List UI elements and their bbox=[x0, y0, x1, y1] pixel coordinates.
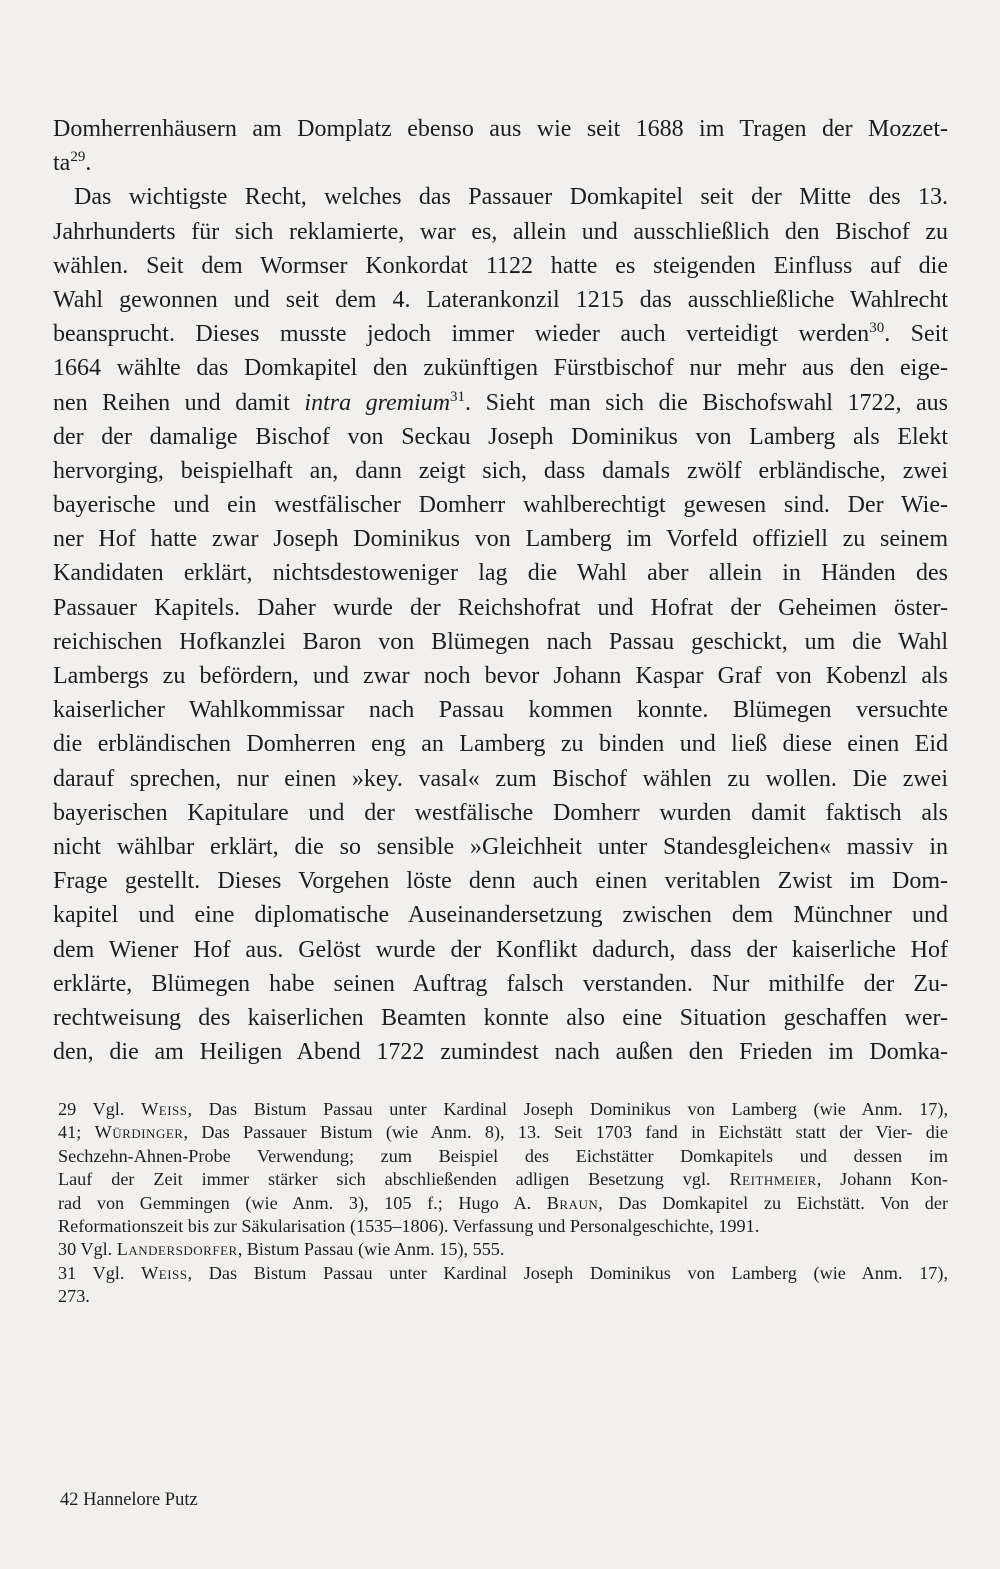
author-name: Weiss bbox=[141, 1099, 188, 1119]
text-line: ner Hof hatte zwar Joseph Dominikus von Lamberg im Vorfeld offiziell zu seinem bbox=[53, 526, 948, 553]
text-span: 41; bbox=[58, 1122, 95, 1143]
text-line: Jahrhunderts für sich reklamierte, war es, allein und ausschließlich den Bischof zu bbox=[53, 218, 948, 245]
footnote-31 bbox=[58, 1262, 948, 1285]
text-line: reichischen Hofkanzlei Baron von Blümegen nach Passau geschickt, um die Wahl bbox=[53, 628, 948, 655]
footnote-line: Reformationszeit bis zur Säkularisation (1535–1806). Verfassung und Personalgeschichte, 1991. bbox=[58, 1215, 760, 1236]
text-span: ta bbox=[53, 150, 71, 177]
text-line: kaiserlicher Wahlkommissar nach Passau kommen konnte. Blümegen versuchte bbox=[53, 697, 948, 724]
author-name: Landersdorfer bbox=[116, 1239, 238, 1260]
text-line: erklärte, Blümegen habe seinen Auftrag falsch verstanden. Nur mithilfe der Zu- bbox=[53, 970, 948, 997]
text-span: , Johann Kon- bbox=[816, 1169, 948, 1190]
text-line: Das wichtigste Recht, welches das Passauer Domkapitel seit der Mitte des 13. bbox=[74, 184, 948, 211]
text-span: . Seit bbox=[884, 321, 948, 348]
text-line: Frage gestellt. Dieses Vorgehen löste denn auch einen veritablen Zwist im Dom- bbox=[53, 868, 948, 895]
footnote-ref-30: 30 bbox=[869, 320, 885, 337]
text-line: bayerische und ein westfälischer Domherr wahlberechtigt gewesen sind. Der Wie- bbox=[53, 492, 948, 519]
page-number: 42 bbox=[60, 1490, 79, 1510]
text-line bbox=[53, 386, 948, 420]
text-span: , Das Bistum Passau unter Kardinal Joseph Dominikus von Lamberg (wie Anm. 17), bbox=[187, 1099, 948, 1119]
text-span: 31 Vgl. bbox=[58, 1262, 142, 1283]
footnotes bbox=[58, 1098, 948, 1309]
text-span: beansprucht. Dieses musste jedoch immer wieder auch verteidigt werden bbox=[53, 321, 870, 348]
page-footer bbox=[60, 1488, 198, 1512]
text-line: Lambergs zu befördern, und zwar noch bevor Johann Kaspar Graf von Kobenzl als bbox=[53, 663, 948, 689]
text-line: Kandidaten erklärt, nichtsdestoweniger lag die Wahl aber allein in Händen des bbox=[53, 560, 948, 587]
text-line: bayerischen Kapitulare und der westfälische Domherr wurden damit faktisch als bbox=[53, 799, 948, 826]
text-span: rad von Gemmingen (wie Anm. 3), 105 f.; Hugo A. bbox=[58, 1192, 547, 1213]
text-line: den, die am Heiligen Abend 1722 zumindest nach außen den Frieden im Domka- bbox=[53, 1039, 948, 1066]
text-line: hervorging, beispielhaft an, dann zeigt sich, dass damals zwölf erbländische, zwei bbox=[53, 457, 948, 484]
running-author: Hannelore Putz bbox=[83, 1490, 198, 1510]
text-span: 30 Vgl. bbox=[58, 1239, 117, 1260]
main-text bbox=[53, 112, 948, 1069]
text-line bbox=[53, 317, 948, 351]
text-span: . Sieht man sich die Bischofswahl 1722, aus bbox=[465, 389, 948, 416]
text-line: der der damalige Bischof von Seckau Joseph Dominikus von Lamberg als Elekt bbox=[53, 423, 948, 450]
text-line: kapitel und eine diplomatische Auseinandersetzung zwischen dem Münchner und bbox=[53, 902, 948, 929]
text-span: , Bistum Passau (wie Anm. 15), 555. bbox=[237, 1239, 505, 1260]
text-span: , Das Bistum Passau unter Kardinal Joseph Dominikus von Lamberg (wie Anm. 17), bbox=[187, 1262, 948, 1283]
footnote-line bbox=[58, 1121, 948, 1144]
footnote-line: Sechzehn-Ahnen-Probe Verwendung; zum Beispiel des Eichstätter Domkapitels und dessen im bbox=[58, 1145, 948, 1166]
text-line: wählen. Seit dem Wormser Konkordat 1122 hatte es steigenden Einfluss auf die bbox=[53, 252, 948, 279]
footnote-line: 273. bbox=[58, 1286, 90, 1307]
author-name: Reithmeier bbox=[729, 1169, 817, 1190]
author-name: Weiss bbox=[141, 1262, 188, 1283]
text-span: Lauf der Zeit immer stärker sich abschließenden adligen Besetzung vgl. bbox=[58, 1169, 730, 1190]
author-name: Würdinger bbox=[94, 1122, 184, 1143]
footnote-line bbox=[58, 1192, 948, 1215]
text-line: nicht wählbar erklärt, die so sensible »Gleichheit unter Standesgleichen« massiv in bbox=[53, 833, 948, 860]
author-name: Braun bbox=[546, 1192, 599, 1213]
text-span: , Das Passauer Bistum (wie Anm. 8), 13. Seit 1703 fand in Eichstätt statt der Vier- die bbox=[183, 1122, 948, 1143]
text-line: die erbländischen Domherren eng an Lamberg zu binden und ließ diese einen Eid bbox=[53, 731, 948, 758]
text-line: dem Wiener Hof aus. Gelöst wurde der Konflikt dadurch, dass der kaiserliche Hof bbox=[53, 936, 948, 963]
italic-term: intra gremium bbox=[304, 389, 451, 416]
text-line: Passauer Kapitels. Daher wurde der Reichshofrat und Hofrat der Geheimen öster- bbox=[53, 594, 948, 621]
text-span: . bbox=[85, 150, 92, 177]
text-span: , Das Domkapitel zu Eichstätt. Von der bbox=[598, 1192, 948, 1213]
footnote-line bbox=[58, 1168, 948, 1191]
text-line: rechtweisung des kaiserlichen Beamten konnte also eine Situation geschaffen wer- bbox=[53, 1004, 948, 1031]
footnote-ref-29: 29 bbox=[70, 149, 86, 166]
footnote-ref-31: 31 bbox=[450, 388, 466, 405]
text-span: 29 Vgl. bbox=[58, 1099, 142, 1119]
footnote-30 bbox=[58, 1238, 948, 1261]
footnote-29 bbox=[58, 1098, 948, 1121]
text-line: darauf sprechen, nur einen »key. vasal« zum Bischof wählen zu wollen. Die zwei bbox=[53, 765, 948, 792]
text-line: 1664 wählte das Domkapitel den zukünftigen Fürstbischof nur mehr aus den eige- bbox=[53, 355, 948, 382]
text-line: Domherrenhäusern am Domplatz ebenso aus wie seit 1688 im Tragen der Mozzet- bbox=[53, 116, 948, 142]
text-line bbox=[53, 146, 948, 180]
text-span: nen Reihen und damit bbox=[53, 389, 305, 416]
text-line: Wahl gewonnen und seit dem 4. Laterankonzil 1215 das ausschließliche Wahlrecht bbox=[53, 286, 948, 313]
